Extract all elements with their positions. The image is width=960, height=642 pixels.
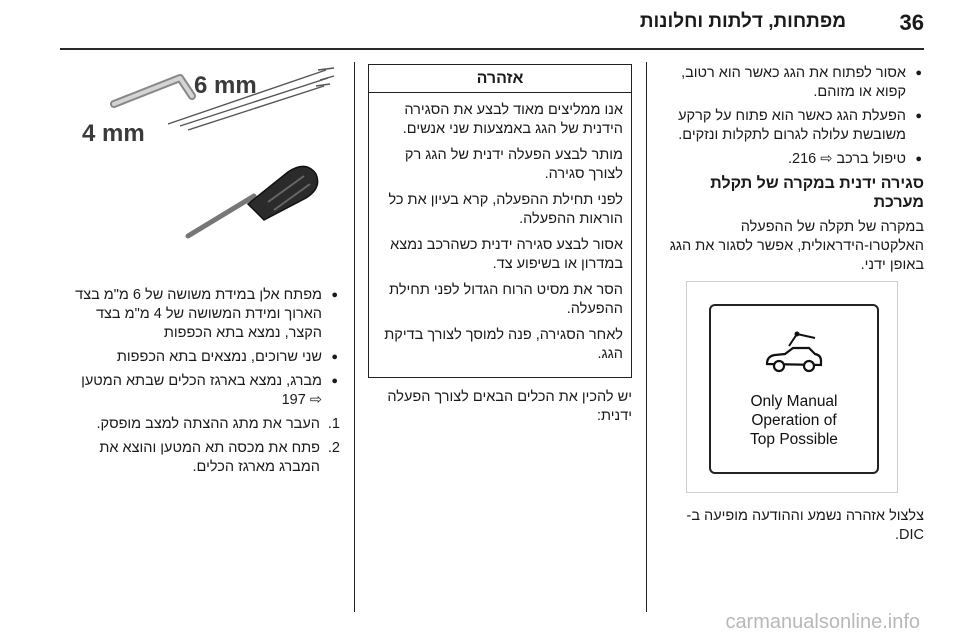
warning-paragraph: לפני תחילת ההפעלה, קרא בעיון את כל הוראות ההפעלה. bbox=[388, 192, 623, 227]
step-item bbox=[68, 415, 340, 434]
dic-message: Only Manual Operation of Top Possible bbox=[750, 393, 838, 448]
warning-paragraph: מותר לבצע הפעלה ידנית של הגג רק לצורך סגירה. bbox=[404, 147, 623, 182]
list-item: ● שני שרוכים, נמצאים בתא הכפפות bbox=[68, 348, 340, 367]
warning-box bbox=[368, 64, 632, 378]
screwdriver-icon bbox=[188, 166, 318, 236]
left-bullet-list bbox=[68, 286, 340, 410]
hex-key-icon bbox=[114, 78, 192, 104]
label-4mm: 4 mm bbox=[82, 120, 145, 147]
page-header bbox=[60, 10, 924, 44]
right-column bbox=[660, 64, 924, 551]
step-list bbox=[68, 415, 340, 477]
step-number: 2. bbox=[327, 440, 340, 456]
dic-display-figure bbox=[686, 281, 898, 493]
tools-intro: יש להכין את הכלים הבאים לצורך הפעלה ידנית: bbox=[387, 389, 632, 424]
label-6mm: 6 mm bbox=[194, 72, 257, 99]
warning-heading: אזהרה bbox=[369, 65, 631, 93]
page-title: מפתחות, דלתות וחלונות bbox=[639, 11, 846, 32]
header-rule bbox=[60, 48, 924, 50]
warning-paragraph: אנו ממליצים מאוד לבצע את הסגירה הידנית של הגג באמצעות שני אנשים. bbox=[402, 102, 623, 137]
figure-caption: צלצול אזהרה נשמע וההודעה מופיעה ב-DIC. bbox=[686, 508, 924, 543]
step-text: העבר את מתג ההצתה למצב מופסק. bbox=[96, 416, 320, 432]
list-item: ● טיפול ברכב ⇨ 216. bbox=[660, 150, 924, 169]
column-divider-left bbox=[354, 62, 355, 612]
middle-column bbox=[368, 64, 632, 432]
column-divider-right bbox=[646, 62, 647, 612]
warning-paragraph: אסור לבצע סגירה ידנית כשהרכב נמצא במדרון או בשיפוע צד. bbox=[390, 237, 623, 272]
page-number: 36 bbox=[899, 10, 924, 35]
list-item: ● אסור לפתוח את הגג כאשר הוא רטוב, קפוא או מזוהם. bbox=[660, 64, 924, 102]
left-column bbox=[68, 64, 340, 482]
warning-paragraph: הסר את מסיט הרוח הגדול לפני תחילת ההפעלה. bbox=[389, 282, 623, 317]
list-item: ● מפתח אלן במידת משושה של 6 מ"מ בצד הארוך ומידת המשושה של 4 מ"מ בצד הקצר, נמצא בתא הכפפות bbox=[68, 286, 340, 343]
tools-figure bbox=[68, 64, 340, 276]
step-text: פתח את מכסה תא המטען והוצא את המברג מארגז הכלים. bbox=[99, 440, 320, 475]
step-item bbox=[68, 439, 340, 477]
right-bullet-list bbox=[660, 64, 924, 169]
section-title: סגירה ידנית במקרה של תקלת מערכת bbox=[710, 175, 924, 211]
step-number: 1. bbox=[327, 416, 340, 432]
warning-paragraph: לאחר הסגירה, פנה למוסך לצורך בדיקת הגג. bbox=[384, 327, 623, 362]
list-item: ● מברג, נמצא בארגז הכלים שבתא המטען ⇨ 197 bbox=[68, 372, 340, 410]
section-paragraph: במקרה של תקלה של ההפעלה האלקטרו-הידראולית, אפשר לסגור את הגג באופן ידני. bbox=[669, 219, 924, 273]
warning-body bbox=[369, 93, 631, 377]
watermark: carmanualsonline.info bbox=[725, 611, 920, 633]
dic-screen bbox=[709, 304, 879, 474]
list-item: ● הפעלת הגג כאשר הוא פתוח על קרקע משובשת עלולה לגרום לתקלות ונזקים. bbox=[660, 107, 924, 145]
convertible-car-icon bbox=[763, 328, 825, 378]
